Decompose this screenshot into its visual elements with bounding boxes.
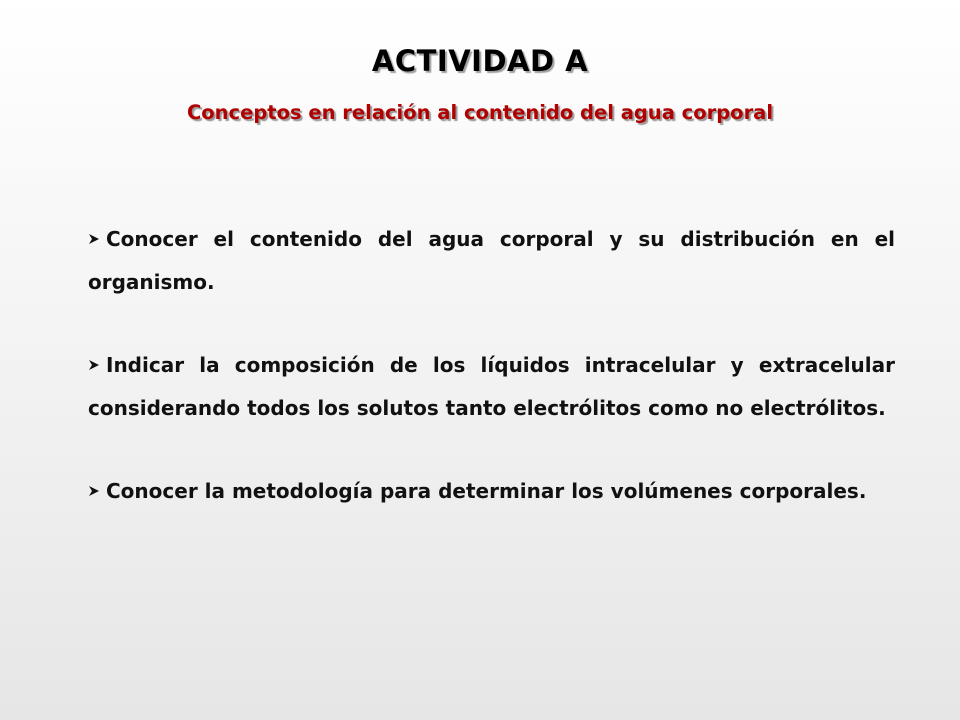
bullet-item (88, 470, 895, 513)
slide-subtitle: Conceptos en relación al contenido del agua corporal (186, 101, 774, 124)
bullet-list (88, 218, 895, 553)
bullet-item (88, 344, 895, 430)
slide-title: ACTIVIDAD A (371, 44, 589, 78)
bullet-text: Conocer el contenido del agua corporal y su distribución en el organismo. (88, 227, 895, 294)
bullet-text: Indicar la composición de los líquidos intracelular y extracelular considerando todos los solutos tanto electrólitos como no electrólitos. (88, 353, 895, 420)
bullet-text: Conocer la metodología para determinar los volúmenes corporales. (106, 479, 867, 503)
bullet-item (88, 218, 895, 304)
arrowhead-bullet-icon (88, 233, 100, 245)
arrowhead-bullet-icon (88, 359, 100, 371)
arrowhead-bullet-icon (88, 485, 100, 497)
